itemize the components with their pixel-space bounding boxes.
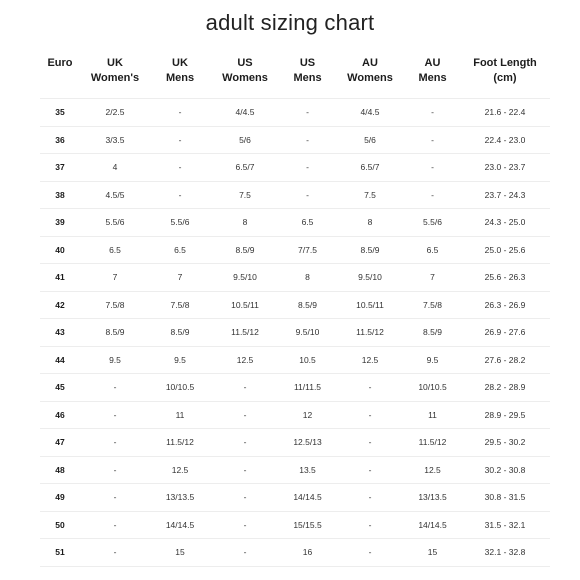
cell-au-mens: 10/10.5 bbox=[405, 374, 460, 402]
cell-uk-womens: - bbox=[80, 401, 150, 429]
cell-uk-mens: 6.5 bbox=[150, 236, 210, 264]
cell-uk-mens: 7 bbox=[150, 264, 210, 292]
cell-au-mens: 5.5/6 bbox=[405, 209, 460, 237]
cell-uk-mens: 12.5 bbox=[150, 456, 210, 484]
cell-foot-length: 22.4 - 23.0 bbox=[460, 126, 550, 154]
table-row bbox=[40, 456, 550, 484]
cell-au-mens: 8.5/9 bbox=[405, 319, 460, 347]
cell-euro: 43 bbox=[40, 319, 80, 347]
column-header-uk-mens: UK Mens bbox=[165, 57, 195, 84]
cell-au-womens: 9.5/10 bbox=[335, 264, 405, 292]
cell-uk-womens: - bbox=[80, 539, 150, 567]
cell-euro: 42 bbox=[40, 291, 80, 319]
table-row bbox=[40, 374, 550, 402]
cell-au-womens: - bbox=[335, 511, 405, 539]
cell-au-womens: 10.5/11 bbox=[335, 291, 405, 319]
table-row bbox=[40, 154, 550, 182]
cell-au-womens: 4/4.5 bbox=[335, 99, 405, 127]
cell-foot-length: 30.8 - 31.5 bbox=[460, 484, 550, 512]
cell-foot-length: 23.0 - 23.7 bbox=[460, 154, 550, 182]
cell-uk-mens: 5.5/6 bbox=[150, 209, 210, 237]
cell-au-mens: 7.5/8 bbox=[405, 291, 460, 319]
cell-au-mens: 9.5 bbox=[405, 346, 460, 374]
cell-uk-mens: 9.5 bbox=[150, 346, 210, 374]
cell-au-womens: 8.5/9 bbox=[335, 236, 405, 264]
cell-us-womens: 11.5/12 bbox=[210, 319, 280, 347]
cell-foot-length: 29.5 - 30.2 bbox=[460, 429, 550, 457]
cell-foot-length: 24.3 - 25.0 bbox=[460, 209, 550, 237]
cell-us-womens: 8.5/9 bbox=[210, 236, 280, 264]
cell-euro: 49 bbox=[40, 484, 80, 512]
cell-foot-length: 25.0 - 25.6 bbox=[460, 236, 550, 264]
cell-uk-womens: 6.5 bbox=[80, 236, 150, 264]
cell-au-mens: 11.5/12 bbox=[405, 429, 460, 457]
cell-au-womens: - bbox=[335, 484, 405, 512]
cell-foot-length: 23.7 - 24.3 bbox=[460, 181, 550, 209]
cell-foot-length: 26.9 - 27.6 bbox=[460, 319, 550, 347]
cell-euro: 36 bbox=[40, 126, 80, 154]
cell-au-mens: - bbox=[405, 154, 460, 182]
cell-us-womens: 10.5/11 bbox=[210, 291, 280, 319]
cell-us-mens: 16 bbox=[280, 539, 335, 567]
cell-au-womens: 5/6 bbox=[335, 126, 405, 154]
cell-us-mens: 12.5/13 bbox=[280, 429, 335, 457]
table-row bbox=[40, 484, 550, 512]
cell-us-mens: 8 bbox=[280, 264, 335, 292]
cell-us-mens: 10.5 bbox=[280, 346, 335, 374]
sizing-table bbox=[40, 52, 550, 567]
cell-uk-womens: - bbox=[80, 484, 150, 512]
cell-au-womens: 11.5/12 bbox=[335, 319, 405, 347]
cell-au-womens: 7.5 bbox=[335, 181, 405, 209]
cell-us-womens: - bbox=[210, 484, 280, 512]
cell-au-womens: 8 bbox=[335, 209, 405, 237]
table-row bbox=[40, 539, 550, 567]
cell-uk-mens: 10/10.5 bbox=[150, 374, 210, 402]
cell-euro: 47 bbox=[40, 429, 80, 457]
cell-au-mens: - bbox=[405, 99, 460, 127]
column-header-foot-length: Foot Length (cm) bbox=[473, 57, 537, 84]
cell-au-womens: - bbox=[335, 401, 405, 429]
cell-uk-womens: 3/3.5 bbox=[80, 126, 150, 154]
cell-au-mens: 7 bbox=[405, 264, 460, 292]
cell-us-womens: 4/4.5 bbox=[210, 99, 280, 127]
cell-us-womens: - bbox=[210, 456, 280, 484]
cell-foot-length: 28.2 - 28.9 bbox=[460, 374, 550, 402]
table-row bbox=[40, 346, 550, 374]
cell-euro: 45 bbox=[40, 374, 80, 402]
cell-uk-womens: 8.5/9 bbox=[80, 319, 150, 347]
cell-au-womens: - bbox=[335, 456, 405, 484]
cell-au-mens: 13/13.5 bbox=[405, 484, 460, 512]
cell-us-mens: 14/14.5 bbox=[280, 484, 335, 512]
cell-au-mens: - bbox=[405, 126, 460, 154]
cell-uk-mens: 14/14.5 bbox=[150, 511, 210, 539]
cell-us-mens: - bbox=[280, 99, 335, 127]
cell-au-womens: - bbox=[335, 374, 405, 402]
table-row bbox=[40, 181, 550, 209]
cell-us-mens: 12 bbox=[280, 401, 335, 429]
cell-uk-womens: - bbox=[80, 374, 150, 402]
table-row bbox=[40, 236, 550, 264]
cell-au-womens: 12.5 bbox=[335, 346, 405, 374]
cell-uk-womens: 2/2.5 bbox=[80, 99, 150, 127]
table-row bbox=[40, 291, 550, 319]
cell-euro: 37 bbox=[40, 154, 80, 182]
cell-uk-womens: 4.5/5 bbox=[80, 181, 150, 209]
cell-us-mens: 13.5 bbox=[280, 456, 335, 484]
cell-foot-length: 32.1 - 32.8 bbox=[460, 539, 550, 567]
cell-uk-mens: - bbox=[150, 126, 210, 154]
cell-us-mens: 6.5 bbox=[280, 209, 335, 237]
cell-euro: 38 bbox=[40, 181, 80, 209]
cell-au-mens: - bbox=[405, 181, 460, 209]
cell-euro: 35 bbox=[40, 99, 80, 127]
cell-us-mens: 15/15.5 bbox=[280, 511, 335, 539]
cell-uk-womens: - bbox=[80, 456, 150, 484]
cell-foot-length: 28.9 - 29.5 bbox=[460, 401, 550, 429]
cell-us-mens: - bbox=[280, 154, 335, 182]
cell-us-womens: 6.5/7 bbox=[210, 154, 280, 182]
cell-us-mens: 7/7.5 bbox=[280, 236, 335, 264]
table-row bbox=[40, 209, 550, 237]
cell-us-womens: 7.5 bbox=[210, 181, 280, 209]
cell-us-mens: 9.5/10 bbox=[280, 319, 335, 347]
cell-foot-length: 27.6 - 28.2 bbox=[460, 346, 550, 374]
cell-uk-mens: 15 bbox=[150, 539, 210, 567]
cell-uk-womens: - bbox=[80, 429, 150, 457]
cell-uk-mens: 7.5/8 bbox=[150, 291, 210, 319]
cell-uk-mens: - bbox=[150, 181, 210, 209]
cell-au-womens: - bbox=[335, 429, 405, 457]
table-row bbox=[40, 319, 550, 347]
column-header-euro: Euro bbox=[47, 57, 73, 69]
cell-us-mens: 11/11.5 bbox=[280, 374, 335, 402]
cell-euro: 48 bbox=[40, 456, 80, 484]
cell-foot-length: 25.6 - 26.3 bbox=[460, 264, 550, 292]
cell-uk-mens: - bbox=[150, 99, 210, 127]
cell-uk-mens: 13/13.5 bbox=[150, 484, 210, 512]
chart-title: adult sizing chart bbox=[205, 10, 375, 35]
table-row bbox=[40, 511, 550, 539]
cell-foot-length: 31.5 - 32.1 bbox=[460, 511, 550, 539]
cell-euro: 44 bbox=[40, 346, 80, 374]
cell-uk-mens: 11.5/12 bbox=[150, 429, 210, 457]
cell-us-womens: 9.5/10 bbox=[210, 264, 280, 292]
cell-us-womens: - bbox=[210, 539, 280, 567]
cell-uk-womens: 4 bbox=[80, 154, 150, 182]
column-header-us-womens: US Womens bbox=[222, 57, 268, 84]
cell-us-womens: - bbox=[210, 401, 280, 429]
column-header-us-mens: US Mens bbox=[293, 57, 322, 84]
table-row bbox=[40, 126, 550, 154]
cell-au-womens: - bbox=[335, 539, 405, 567]
cell-us-womens: - bbox=[210, 429, 280, 457]
table-row bbox=[40, 401, 550, 429]
cell-euro: 41 bbox=[40, 264, 80, 292]
cell-foot-length: 26.3 - 26.9 bbox=[460, 291, 550, 319]
cell-euro: 46 bbox=[40, 401, 80, 429]
cell-euro: 40 bbox=[40, 236, 80, 264]
cell-uk-womens: 9.5 bbox=[80, 346, 150, 374]
table-row bbox=[40, 429, 550, 457]
cell-euro: 51 bbox=[40, 539, 80, 567]
column-header-au-mens: AU Mens bbox=[418, 57, 447, 84]
column-header-uk-womens: UK Women's bbox=[90, 57, 140, 84]
table-row bbox=[40, 264, 550, 292]
cell-us-womens: 12.5 bbox=[210, 346, 280, 374]
table-row bbox=[40, 99, 550, 127]
column-header-au-womens: AU Womens bbox=[347, 57, 393, 84]
cell-au-womens: 6.5/7 bbox=[335, 154, 405, 182]
cell-au-mens: 15 bbox=[405, 539, 460, 567]
cell-us-womens: 5/6 bbox=[210, 126, 280, 154]
cell-uk-womens: - bbox=[80, 511, 150, 539]
cell-us-mens: - bbox=[280, 181, 335, 209]
cell-us-mens: - bbox=[280, 126, 335, 154]
cell-us-womens: - bbox=[210, 374, 280, 402]
cell-foot-length: 30.2 - 30.8 bbox=[460, 456, 550, 484]
cell-us-womens: 8 bbox=[210, 209, 280, 237]
table-body bbox=[40, 99, 550, 567]
cell-foot-length: 21.6 - 22.4 bbox=[460, 99, 550, 127]
cell-uk-womens: 7 bbox=[80, 264, 150, 292]
cell-euro: 50 bbox=[40, 511, 80, 539]
cell-uk-mens: 11 bbox=[150, 401, 210, 429]
header-row bbox=[40, 52, 550, 99]
cell-au-mens: 14/14.5 bbox=[405, 511, 460, 539]
cell-au-mens: 12.5 bbox=[405, 456, 460, 484]
cell-uk-mens: - bbox=[150, 154, 210, 182]
cell-uk-womens: 7.5/8 bbox=[80, 291, 150, 319]
cell-au-mens: 6.5 bbox=[405, 236, 460, 264]
cell-euro: 39 bbox=[40, 209, 80, 237]
cell-us-mens: 8.5/9 bbox=[280, 291, 335, 319]
cell-us-womens: - bbox=[210, 511, 280, 539]
cell-au-mens: 11 bbox=[405, 401, 460, 429]
cell-uk-womens: 5.5/6 bbox=[80, 209, 150, 237]
cell-uk-mens: 8.5/9 bbox=[150, 319, 210, 347]
